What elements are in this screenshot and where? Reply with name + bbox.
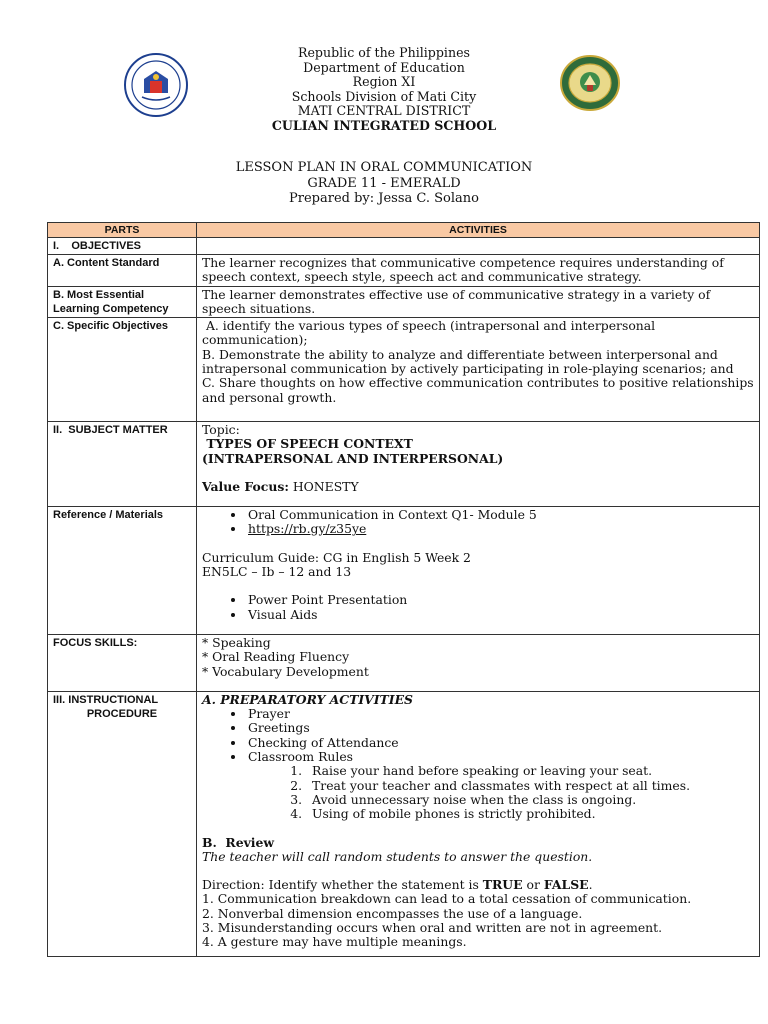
preparatory-item: • Prayer	[246, 707, 754, 721]
topic-label: Topic:	[202, 421, 240, 437]
material-item: • Visual Aids	[246, 608, 754, 622]
content-standard-label: A. Content Standard	[48, 255, 197, 287]
review-statement: 1. Communication breakdown can lead to a total cessation of communication.	[202, 891, 692, 907]
topic-title: TYPES OF SPEECH CONTEXT	[202, 436, 413, 452]
subject-matter-label: II. SUBJECT MATTER	[48, 421, 197, 506]
focus-skills-text	[197, 634, 760, 691]
classroom-rule: 1. Raise your hand before speaking or leaving your seat.	[306, 764, 754, 778]
objectives-label: I. OBJECTIVES	[48, 238, 197, 255]
reference-label: Reference / Materials	[48, 507, 197, 635]
melc-text: The learner demonstrates effective use of communicative strategy in a variety of speech situations.	[197, 286, 760, 318]
title-line: GRADE 11 - EMERALD	[307, 175, 461, 191]
topic-subtitle: (INTRAPERSONAL AND INTERPERSONAL)	[202, 450, 504, 466]
content-standard-text: The learner recognizes that communicative competence requires understanding of speech context, speech style, speech act and communicative strategy.	[197, 255, 760, 287]
header-line: Republic of the Philippines	[297, 45, 470, 60]
lesson-plan-table	[47, 222, 760, 957]
objective-c: C. Share thoughts on how effective communication contributes to positive relationships and personal growth.	[202, 375, 754, 405]
classroom-rule: 4. Using of mobile phones is strictly prohibited.	[306, 807, 754, 821]
preparatory-item: • Greetings	[246, 721, 754, 735]
review-statement: 2. Nonverbal dimension encompasses the use of a language.	[202, 905, 583, 921]
value-focus-value: HONESTY	[288, 478, 359, 494]
objectives-activities	[197, 238, 760, 255]
column-header-parts: PARTS	[48, 223, 197, 238]
header-line: Region XI	[352, 74, 416, 90]
letterhead	[0, 46, 768, 134]
school-name: CULIAN INTEGRATED SCHOOL	[271, 117, 497, 133]
subject-matter-text	[197, 421, 760, 506]
document-title	[0, 160, 768, 207]
header-line: Schools Division of Mati City	[291, 88, 477, 104]
header-line: Department of Education	[303, 59, 465, 75]
reference-link[interactable]: • https://rb.gy/z35ye	[246, 522, 754, 536]
value-focus-label: Value Focus:	[202, 478, 289, 494]
focus-skills-label: FOCUS SKILLS:	[48, 634, 197, 691]
preparatory-item: • Checking of Attendance	[246, 736, 754, 750]
review-heading: B. Review	[202, 834, 275, 850]
prepared-by: Prepared by: Jessa C. Solano	[289, 191, 479, 207]
objective-a: A. identify the various types of speech (intrapersonal and interpersonal communication);	[202, 318, 660, 348]
column-header-activities: ACTIVITIES	[197, 223, 760, 238]
material-item: • Power Point Presentation	[246, 593, 754, 607]
specific-objectives-text	[197, 318, 760, 422]
focus-skill: * Oral Reading Fluency	[202, 649, 350, 665]
curriculum-guide: Curriculum Guide: CG in English 5 Week 2	[202, 549, 471, 565]
header-line: MATI CENTRAL DISTRICT	[297, 103, 471, 119]
title-line: LESSON PLAN IN ORAL COMMUNICATION	[235, 160, 533, 175]
preparatory-heading: A. PREPARATORY ACTIVITIES	[202, 691, 413, 707]
focus-skill: * Speaking	[202, 634, 271, 650]
melc-label: B. Most Essential Learning Competency	[48, 286, 197, 318]
review-direction: Direction: Identify whether the statement is TRUE or FALSE.	[202, 877, 593, 893]
curriculum-code: EN5LC – Ib – 12 and 13	[202, 564, 352, 580]
reference-text	[197, 507, 760, 635]
specific-objectives-label: C. Specific Objectives	[48, 318, 197, 422]
classroom-rule: 2. Treat your teacher and classmates with respect at all times.	[306, 779, 754, 793]
review-statement: 3. Misunderstanding occurs when oral and written are not in agreement.	[202, 919, 663, 935]
objective-b: B. Demonstrate the ability to analyze and differentiate between interpersonal and intrapersonal communication by actively participating in role-playing scenarios; and	[202, 346, 734, 377]
value-focus	[202, 480, 754, 494]
procedure-text	[197, 691, 760, 956]
review-statement: 4. A gesture may have multiple meanings.	[202, 934, 467, 950]
classroom-rule: 3. Avoid unnecessary noise when the class is ongoing.	[306, 793, 754, 807]
preparatory-item: • Classroom Rules	[246, 750, 754, 764]
focus-skill: * Vocabulary Development	[202, 663, 369, 679]
review-note: The teacher will call random students to answer the question.	[202, 848, 593, 864]
reference-item: • Oral Communication in Context Q1- Module 5	[246, 508, 754, 522]
procedure-label: III. INSTRUCTIONAL PROCEDURE	[48, 691, 197, 956]
